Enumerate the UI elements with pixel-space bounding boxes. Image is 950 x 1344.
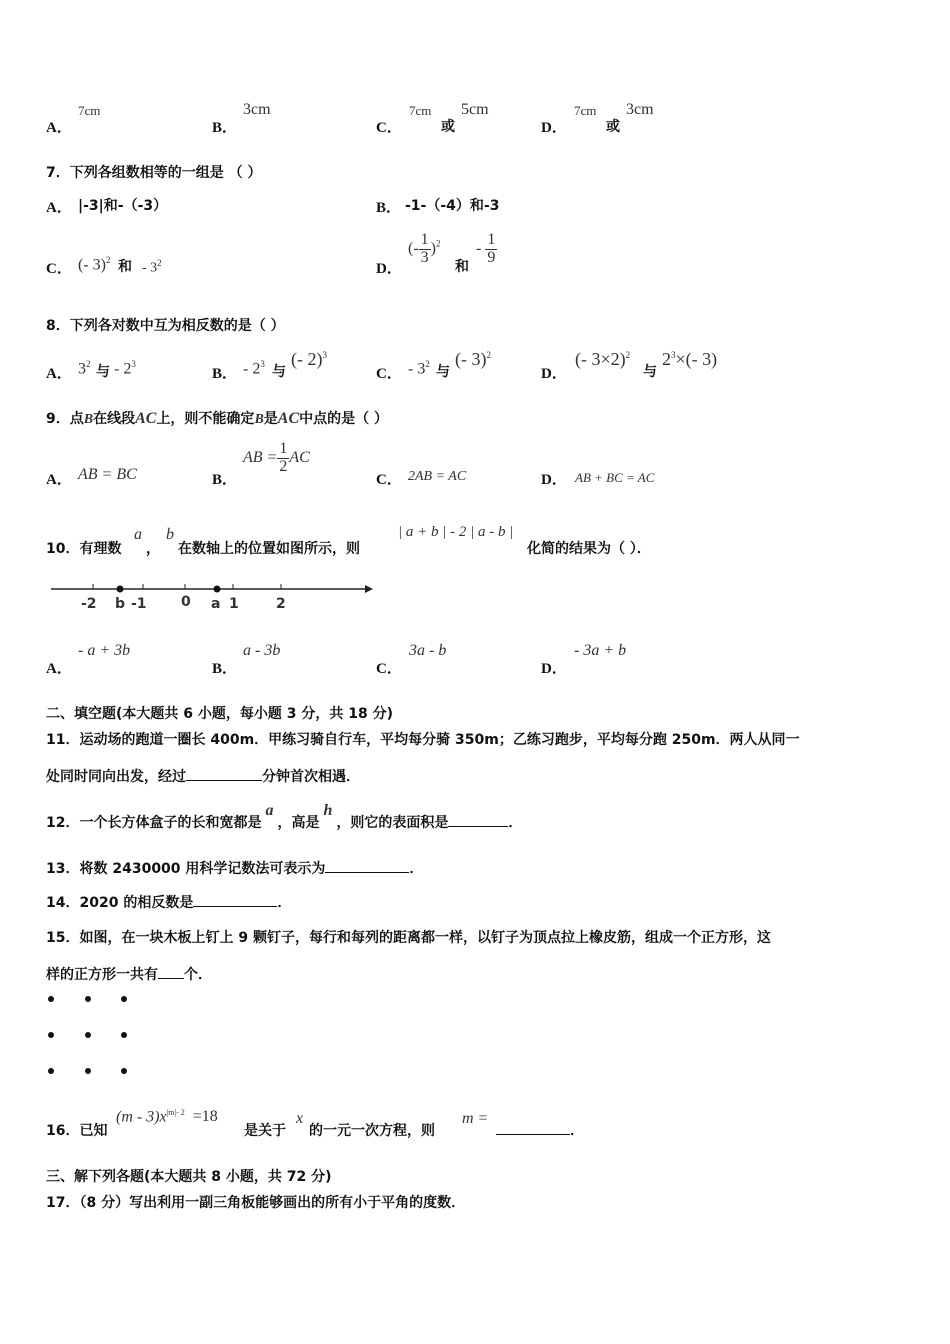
fraction: $\frac{1}{9}$ (487, 231, 496, 266)
q8-option-a-expr1: $3^2$ (78, 359, 91, 378)
axis-label-0: 0 (181, 594, 191, 610)
q6-option-b-label: B． (212, 120, 238, 136)
q8-option-b-expr2: (- 2)$^3$ (291, 349, 327, 369)
q16-var-m: m = (462, 1110, 489, 1127)
nail-dot (48, 1068, 54, 1074)
nail-dot (121, 996, 127, 1002)
q13-text: 13．将数 2430000 用科学记数法可表示为 ． (46, 858, 423, 878)
q8-option-b-label: B． (212, 366, 238, 382)
q8-option-a-with: 与 (96, 364, 110, 380)
q8-stem: 8．下列各对数中互为相反数的是（ ） (46, 318, 285, 334)
q10-var-a: a (134, 526, 142, 543)
q9-option-a-label: A． (46, 472, 72, 488)
nail-dot (48, 1032, 54, 1038)
q6-option-a-label: A． (46, 120, 72, 136)
section-3-heading: 三、解下列各题(本大题共 8 小题，共 72 分) (46, 1169, 332, 1185)
q8-option-b-expr1: - $2^3$ (243, 359, 265, 378)
answer-blank[interactable] (496, 1120, 570, 1135)
q10-option-a-label: A． (46, 661, 72, 677)
q10-stem-mid: 在数轴上的位置如图所示，则 (178, 541, 360, 557)
q10-option-b-label: B． (212, 661, 238, 677)
q7-option-d-label: D． (376, 261, 402, 277)
point-a (214, 586, 221, 593)
number-line-arrow (365, 585, 373, 593)
q16-equation: $(m - 3)x^{|m|- 2} =18$ (116, 1108, 218, 1126)
q7-option-a-text: |-3|和-（-3） (78, 198, 168, 214)
q7-option-a-label: A． (46, 200, 72, 216)
q7-option-d-and: 和 (455, 259, 469, 275)
nail-dot (121, 1068, 127, 1074)
q15-line2: 样的正方形一共有 个． (46, 964, 212, 984)
q9-option-d-label: D． (541, 472, 567, 488)
q10-option-b-expr: a - 3b (243, 642, 281, 659)
q9-option-a-expr: AB = BC (78, 466, 137, 483)
q6-option-a-value: 7cm (78, 103, 101, 118)
q6-option-c-label: C． (376, 120, 402, 136)
q7-option-c-label: C． (46, 261, 72, 277)
q9-option-b-label: B． (212, 472, 238, 488)
section-2-heading: 二、填空题(本大题共 6 小题，每小题 3 分，共 18 分) (46, 706, 394, 722)
q6-option-c-or: 或 (441, 119, 455, 135)
q8-option-d-expr1: (- 3×2)$^2$ (575, 349, 631, 369)
q7-stem: 7．下列各组数相等的一组是 （ ） (46, 165, 262, 181)
axis-label-b: b (115, 596, 126, 612)
axis-label-neg2: -2 (81, 596, 97, 612)
nail-dot (48, 996, 54, 1002)
q10-option-a-expr: - a + 3b (78, 642, 131, 659)
q7-option-b-text: -1-（-4）和-3 (405, 198, 500, 214)
nail-dot (85, 1068, 91, 1074)
q9-stem: 9．点B在线段AC上，则不能确定B是AC中点的是（ ） (46, 410, 388, 427)
nail-dot (121, 1032, 127, 1038)
q8-option-a-label: A． (46, 366, 72, 382)
q10-stem-pre: 10．有理数 (46, 541, 122, 557)
fraction: $\frac{1}{3}$ (420, 231, 429, 266)
q10-comma: ， (146, 541, 160, 557)
answer-blank[interactable] (186, 766, 262, 781)
q7-option-c-expr2: - $3^2$ (142, 258, 162, 276)
answer-blank[interactable] (448, 812, 508, 827)
q16-var-x: x (296, 1110, 304, 1127)
q10-stem-post: 化简的结果为（ ）． (527, 541, 651, 557)
q10-var-b: b (166, 526, 174, 543)
q8-option-c-with: 与 (436, 364, 450, 380)
axis-label-1: 1 (229, 596, 239, 612)
q7-option-c-and: 和 (118, 259, 132, 275)
q16-mid2: 的一元一次方程，则 (309, 1123, 435, 1139)
answer-blank[interactable] (325, 858, 409, 873)
q6-option-b-value: 3cm (243, 101, 271, 118)
q16-pre: 16．已知 (46, 1123, 108, 1139)
q8-option-b-with: 与 (272, 364, 286, 380)
q6-option-c-value2: 5cm (461, 101, 489, 118)
nail-dot (85, 1032, 91, 1038)
q11-line2: 处同时同向出发，经过 分钟首次相遇． (46, 766, 360, 786)
q8-option-c-expr1: - $3^2$ (408, 359, 430, 378)
answer-blank[interactable] (193, 892, 277, 907)
q7-option-d-expr: (- $\frac{1}{3}$ )$^2$ (408, 231, 441, 266)
q8-option-c-label: C． (376, 366, 402, 382)
q9-option-c-label: C． (376, 472, 402, 488)
q8-option-d-with: 与 (643, 364, 657, 380)
q10-option-d-expr: - 3a + b (574, 642, 627, 659)
fraction: $\frac{1}{2}$ (279, 440, 288, 475)
number-line (45, 574, 385, 618)
q7-option-c-expr: (- 3)$^2$ (78, 255, 111, 274)
q14-text: 14．2020 的相反数是 ． (46, 892, 291, 912)
q8-option-d-label: D． (541, 366, 567, 382)
nail-dot (85, 996, 91, 1002)
q12-text: 12．一个长方体盒子的长和宽都是a，高是h，则它的表面积是 ． (46, 802, 523, 831)
q10-option-d-label: D． (541, 661, 567, 677)
point-b (117, 586, 124, 593)
q8-option-c-expr2: (- 3)$^2$ (455, 349, 491, 369)
q16-answer: ． (496, 1120, 584, 1140)
q17-text: 17．（8 分）写出利用一副三角板能够画出的所有小于平角的度数． (46, 1195, 466, 1211)
axis-label-2: 2 (276, 596, 286, 612)
q6-option-c-value1: 7cm (409, 103, 432, 118)
q9-option-b-expr: AB = $\frac{1}{2}$ AC (243, 440, 310, 475)
q7-option-b-label: B． (376, 200, 402, 216)
q16-mid: 是关于 (244, 1123, 286, 1139)
q9-option-c-expr: 2AB = AC (408, 469, 467, 484)
q6-option-d-or: 或 (606, 119, 620, 135)
q15-line1: 15．如图，在一块木板上钉上 9 颗钉子，每行和每列的距离都一样，以钉子为顶点拉上橡皮筋，组成一个正方形，这 (46, 930, 771, 946)
q7-option-d-expr2: - $\frac{1}{9}$ (476, 231, 496, 266)
q8-option-a-expr2: - $2^3$ (114, 359, 136, 378)
q6-option-d-value1: 7cm (574, 103, 597, 118)
answer-blank[interactable] (158, 964, 184, 979)
q10-option-c-expr: 3a - b (409, 642, 447, 659)
q10-expression: | a + b | - 2 | a - b | (398, 524, 514, 540)
q8-option-d-expr2: $2^3\times(-$ 3) (662, 349, 718, 369)
q10-option-c-label: C． (376, 661, 402, 677)
q9-option-d-expr: AB + BC = AC (575, 470, 655, 485)
axis-label-neg1: -1 (131, 596, 147, 612)
q6-option-d-label: D． (541, 120, 567, 136)
axis-label-a: a (211, 596, 221, 612)
q6-option-d-value2: 3cm (626, 101, 654, 118)
q11-line1: 11．运动场的跑道一圈长 400m．甲练习骑自行车，平均每分骑 350m；乙练习跑步，平均每分跑 250m．两人从同一 (46, 732, 800, 748)
